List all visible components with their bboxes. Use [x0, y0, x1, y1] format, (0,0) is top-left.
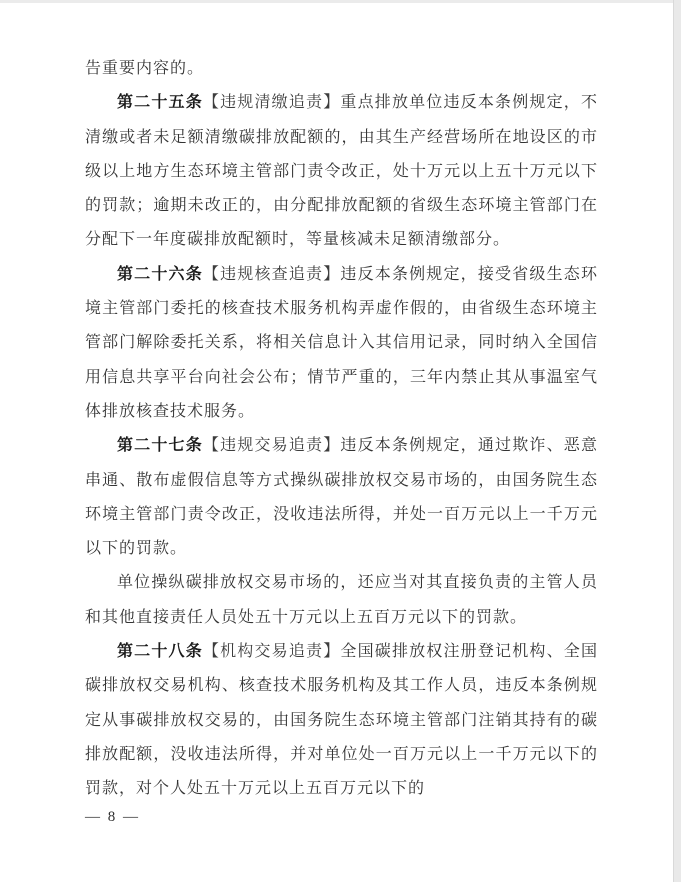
paragraph-continuation-text: 告重要内容的。: [85, 60, 205, 77]
article-27-paragraph-2-text: 单位操纵碳排放权交易市场的，还应当对其直接负责的主管人员和其他直接责任人员处五十万元以上五百万元以下的罚款。: [85, 574, 598, 626]
article-27-paragraph-2: [85, 566, 598, 635]
page-number: — 8 —: [85, 809, 140, 825]
article-28: [85, 635, 598, 806]
article-25: [85, 86, 598, 257]
page-top-edge: [0, 0, 681, 3]
article-28-text: 全国碳排放权注册登记机构、全国碳排放权交易机构、核查技术服务机构及其工作人员，违反本条例规定从事碳排放权交易的，由国务院生态环境主管部门注销其持有的碳排放配额，没收违法所得，并对单位处一百万元以上一千万元以下的罚款，对个人处五十万元以上五百万元以下的: [85, 643, 598, 798]
document-body: [85, 52, 598, 807]
article-26-text: 违反本条例规定，接受省级生态环境主管部门委托的核查技术服务机构弄虚作假的，由省级生态环境主管部门解除委托关系，将相关信息计入其信用记录，同时纳入全国信用信息共享平台向社会公布；情节严重的，三年内禁止其从事温室气体排放核查技术服务。: [85, 265, 598, 420]
article-28-number: 第二十八条: [117, 643, 203, 661]
article-28-tag: 【机构交易追责】: [202, 643, 341, 661]
article-27-tag: 【违规交易追责】: [202, 437, 341, 455]
page-right-edge: [673, 0, 681, 882]
article-27-text: 违反本条例规定，通过欺诈、恶意串通、散布虚假信息等方式操纵碳排放权交易市场的，由国务院生态环境主管部门责令改正，没收违法所得，并处一百万元以上一千万元以下的罚款。: [85, 437, 598, 558]
article-26-number: 第二十六条: [117, 265, 203, 283]
article-27: [85, 429, 598, 566]
article-25-number: 第二十五条: [117, 94, 203, 112]
paragraph-continuation: [85, 52, 598, 86]
article-26-tag: 【违规核查追责】: [202, 265, 341, 283]
article-25-text: 重点排放单位违反本条例规定，不清缴或者未足额清缴碳排放配额的，由其生产经营场所在地设区的市级以上地方生态环境主管部门责令改正，处十万元以上五十万元以下的罚款；逾期未改正的，由分配排放配额的省级生态环境主管部门在分配下一年度碳排放配额时，等量核减未足额清缴部分。: [85, 94, 598, 249]
article-26: [85, 258, 598, 429]
article-25-tag: 【违规清缴追责】: [202, 94, 341, 112]
article-27-number: 第二十七条: [117, 437, 203, 455]
